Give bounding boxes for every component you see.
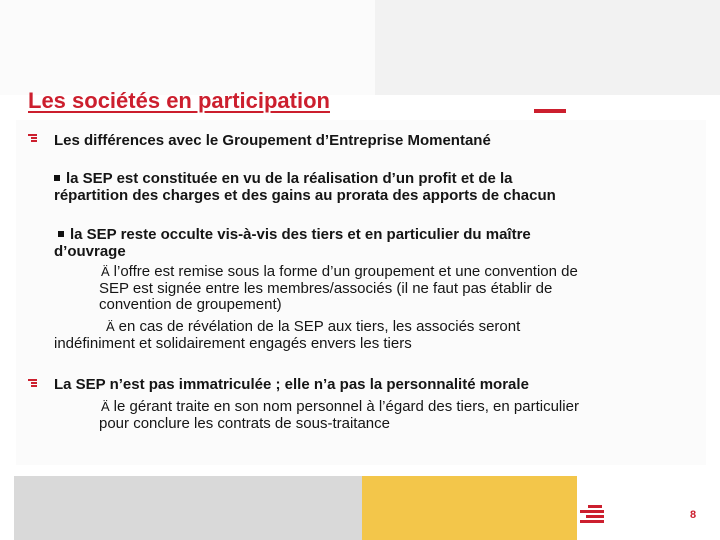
page-number: 8: [690, 509, 697, 521]
bullet1-sub1-line2: SEP est signée entre les membres/associés (il ne faut pas établir de: [99, 280, 553, 297]
bullet1-item1-line2: répartition des charges et des gains au prorata des apports de chacun: [54, 187, 556, 204]
footer-yellow-block: [362, 476, 577, 540]
square-bullet-icon: [58, 231, 64, 237]
bullet-icon: [28, 379, 37, 389]
arrow-icon: Ä: [101, 399, 110, 414]
bullet2-sub1-line2: pour conclure les contrats de sous-traitance: [99, 415, 390, 432]
bullet1-sub1-line3: convention de groupement): [99, 296, 282, 313]
bullet1-item2-line2: d’ouvrage: [54, 243, 126, 260]
bullet2-sub1-line1: Ä le gérant traite en son nom personnel à l’égard des tiers, en particulier: [101, 398, 579, 415]
footer-gray-block: [14, 476, 362, 540]
slide-title: Les sociétés en participation: [28, 88, 330, 113]
bullet1-item1-line1: la SEP est constituée en vu de la réalisation d’un profit et de la: [54, 170, 513, 187]
bullet1-item2-line1: la SEP reste occulte vis-à-vis des tiers et en particulier du maître: [58, 226, 531, 243]
top-band-right: [375, 0, 720, 95]
arrow-icon: Ä: [106, 319, 115, 334]
arrow-icon: Ä: [101, 264, 110, 279]
title-accent-dash: [534, 109, 566, 113]
brand-logo-icon: [580, 505, 604, 531]
bullet1-sub2-line2: indéfiniment et solidairement engagés envers les tiers: [54, 335, 412, 352]
bullet-icon: [28, 134, 37, 144]
bullet1-sub2-line1: Ä en cas de révélation de la SEP aux tiers, les associés seront: [106, 318, 521, 335]
bullet1-heading: Les différences avec le Groupement d’Entreprise Momentané: [54, 132, 491, 149]
bullet1-sub1-line1: Ä l’offre est remise sous la forme d’un groupement et une convention de: [101, 263, 578, 280]
bullet2-heading: La SEP n’est pas immatriculée ; elle n’a pas la personnalité morale: [54, 376, 529, 393]
square-bullet-icon: [54, 175, 60, 181]
